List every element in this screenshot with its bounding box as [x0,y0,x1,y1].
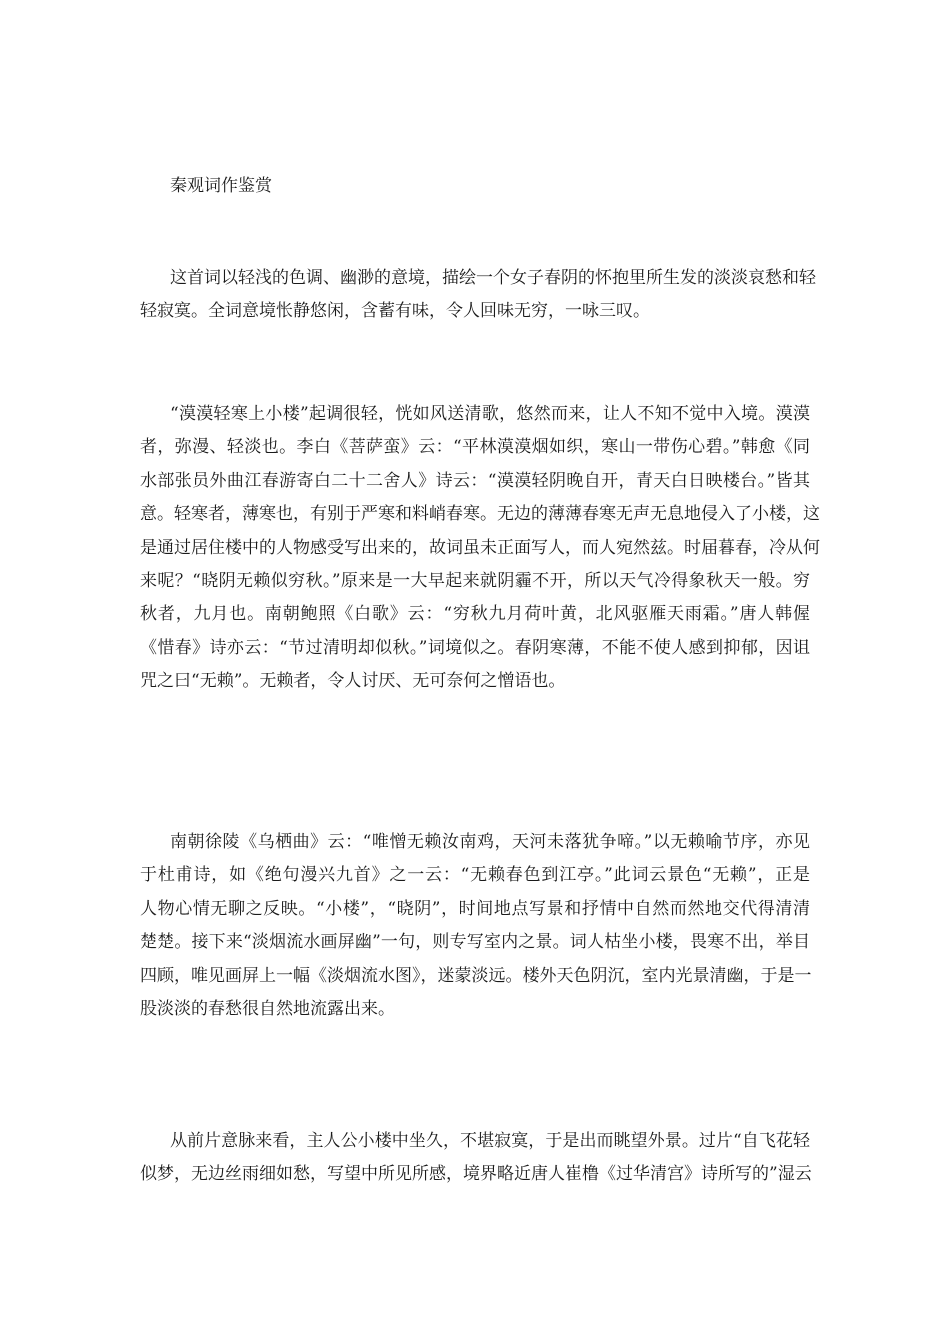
paragraph-line: 秋者，九月也。南朝鲍照《白歌》云：“穷秋九月荷叶黄，北风驱雁天雨霜。”唐人韩偓 [140,604,810,625]
paragraph-line: 楚楚。接下来“淡烟流水画屏幽”一句，则专写室内之景。词人枯坐小楼，畏寒不出，举目 [140,932,810,953]
paragraph-line: 水部张员外曲江春游寄白二十二舍人》诗云：“漠漠轻阴晚自开，青天白日映楼台。”皆其 [140,470,810,491]
paragraph-line: 《惜春》诗亦云：“节过清明却似秋。”词境似之。春阴寒薄，不能不使人感到抑郁，因诅 [140,637,810,658]
paragraph-1 [140,262,816,329]
paragraph-line: 来呢？“晓阴无赖似穷秋。”原来是一大早起来就阴霾不开，所以天气冷得象秋天一般。穷 [140,571,810,592]
paragraph-line: 这首词以轻浅的色调、幽渺的意境，描绘一个女子春阴的怀抱里所生发的淡淡哀愁和轻 [170,268,816,288]
paragraph-line: 从前片意脉来看，主人公小楼中坐久，不堪寂寞，于是出而眺望外景。过片“自飞花轻 [170,1131,810,1151]
paragraph-line: 轻寂寞。全词意境怅静悠闲，含蓄有味，令人回味无穷，一咏三叹。 [140,301,650,322]
paragraph-line: 者，弥漫、轻淡也。李白《菩萨蛮》云：“平林漠漠烟如织，寒山一带伤心碧。”韩愈《同 [140,437,810,458]
paragraph-4 [140,1125,810,1192]
paragraph-line: 南朝徐陵《乌栖曲》云：“唯憎无赖汝南鸡，天河未落犹争啼。”以无赖喻节序，亦见 [170,832,810,852]
paragraph-2 [140,398,820,699]
paragraph-line: 是通过居住楼中的人物感受写出来的，故词虽未正面写人，而人宛然兹。时届暮春，冷从何 [140,537,820,558]
paragraph-line: 于杜甫诗，如《绝句漫兴九首》之一云：“无赖春色到江亭。”此词云景色“无赖”，正是 [140,865,810,886]
document-title: 秦观词作鉴赏 [170,176,272,196]
paragraph-line: “漠漠轻寒上小楼”起调很轻，恍如风送清歌，悠然而来，让人不知不觉中入境。漠漠 [170,404,810,424]
paragraph-line: 咒之曰“无赖”。无赖者，令人讨厌、无可奈何之憎语也。 [140,671,566,692]
paragraph-line: 似梦，无边丝雨细如愁，写望中所见所感，境界略近唐人崔橹《过华清宫》诗所写的”湿云 [140,1164,812,1185]
paragraph-line: 股淡淡的春愁很自然地流露出来。 [140,999,395,1020]
paragraph-line: 人物心情无聊之反映。“小楼”，“晓阴”，时间地点写景和抒情中自然而然地交代得清清 [140,898,810,919]
paragraph-3 [140,826,810,1026]
paragraph-line: 四顾，唯见画屏上一幅《淡烟流水图》，迷蒙淡远。楼外天色阴沉，室内光景清幽，于是一 [140,965,812,986]
paragraph-line: 意。轻寒者，薄寒也，有别于严寒和料峭春寒。无边的薄薄春寒无声无息地侵入了小楼，这 [140,504,820,525]
